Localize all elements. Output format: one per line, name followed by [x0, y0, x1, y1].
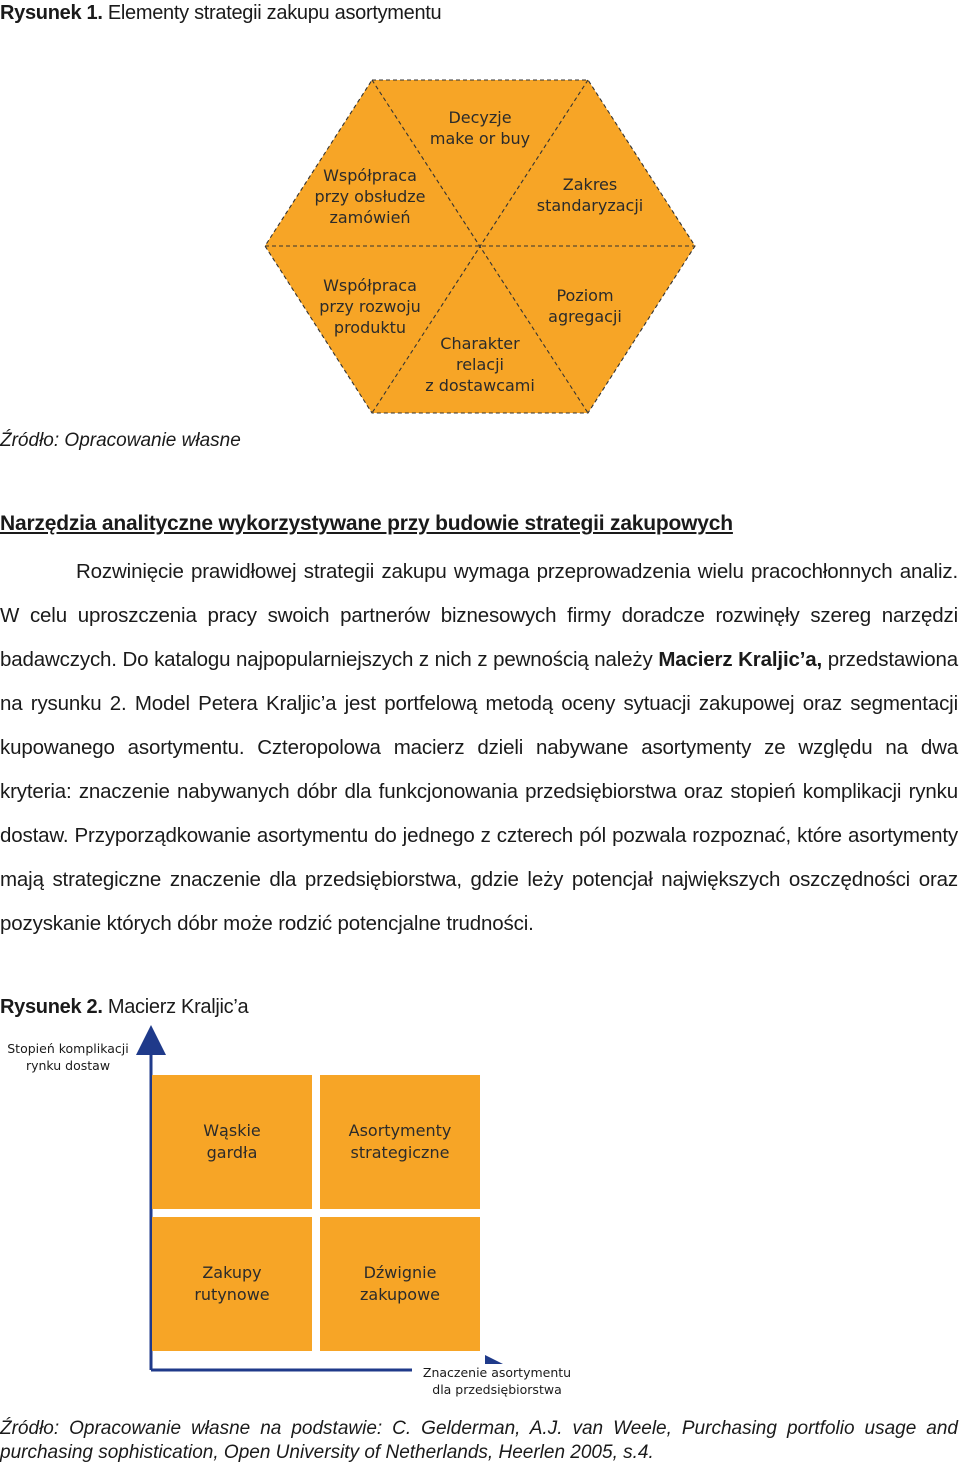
figure1-caption-text: Elementy strategii zakupu asortymentu	[102, 2, 442, 24]
figure1-caption-label: Rysunek 1.	[0, 2, 103, 24]
segment-line: produktu	[333, 318, 407, 337]
segment-line: z dostawcami	[425, 376, 535, 395]
paragraph-text-1: Rozwinięcie prawidłowej strategii zakupu wymaga przeprowadzenia wielu pracochłonnych analiz. W celu uproszczenia pracy swoich partnerów biznesowych firmy doradcze rozwinęły szereg narzędzi badawczych. Do katalogu najpopularniejszych z nich z pewnością należy	[0, 560, 958, 671]
quadrant-label-line: Zakupy	[202, 1263, 262, 1282]
quadrant-label-line: gardła	[206, 1143, 258, 1162]
x-axis-label	[412, 1364, 582, 1398]
quadrant-label-line: strategiczne	[350, 1143, 450, 1162]
y-axis-label-line: rynku dostaw	[25, 1058, 111, 1073]
y-axis-label	[0, 1040, 136, 1074]
figure2-source: Źródło: Opracowanie własne na podstawie: C. Gelderman, A.J. van Weele, Purchasing portfolio usage and purchasing sophistication, Open University of Netherlands, Heerlen 2005, s.4.	[0, 1418, 958, 1463]
quadrant-label-line: rutynowe	[194, 1285, 270, 1304]
segment-line: Zakres	[562, 175, 618, 194]
segment-line: Współpraca	[323, 276, 417, 295]
segment-line: agregacji	[548, 307, 622, 326]
x-axis-label-line: Znaczenie asortymentu	[422, 1365, 572, 1380]
segment-line: standaryzacji	[536, 196, 644, 215]
y-axis-label-line: Stopień komplikacji	[7, 1041, 129, 1056]
section-heading: Narzędzia analityczne wykorzystywane przy budowie strategii zakupowych	[0, 512, 733, 535]
paragraph-bold-term: Macierz Kraljic’a,	[658, 648, 823, 671]
quadrant-label-line: Asortymenty	[348, 1121, 452, 1140]
quadrant-leverage-items	[320, 1217, 480, 1351]
figure2-caption-label: Rysunek 2.	[0, 996, 103, 1018]
quadrant-label	[152, 1262, 312, 1306]
segment-line: Współpraca	[323, 166, 417, 185]
segment-line: przy obsłudze	[314, 187, 426, 206]
quadrant-routine-purchases	[152, 1217, 312, 1351]
quadrant-label	[320, 1120, 480, 1164]
segment-line: Charakter	[440, 334, 520, 353]
segment-line: relacji	[455, 355, 504, 374]
figure1-source: Źródło: Opracowanie własne	[0, 430, 241, 451]
segment-line: przy rozwoju	[319, 297, 421, 316]
quadrant-label	[320, 1262, 480, 1306]
segment-line: make or buy	[429, 129, 531, 148]
quadrant-bottlenecks	[152, 1075, 312, 1209]
quadrant-strategic-items	[320, 1075, 480, 1209]
x-axis-label-line: dla przedsiębiorstwa	[432, 1382, 562, 1397]
quadrant-label-line: Dźwignie	[363, 1263, 437, 1282]
figure2-caption-text: Macierz Kraljic’a	[102, 996, 249, 1018]
segment-line: zamówień	[329, 208, 411, 227]
quadrant-label-line: Wąskie	[203, 1121, 261, 1140]
quadrant-label-line: zakupowe	[360, 1285, 440, 1304]
paragraph-text-2: przedstawiona na rysunku 2. Model Petera Kraljic’a jest portfelową metodą oceny sytuacji zakupowej oraz segmentacji kupowanego asortymentu. Czteropolowa macierz dzieli nabywane asortymenty ze względu na dwa kryteria: znaczenie nabywanych dóbr dla funkcjonowania przedsiębiorstwa oraz stopień komplikacji rynku dostaw. Przyporządkowanie asortymentu do jednego z czterech pól pozwala rozpoznać, które asortymenty mają strategiczne znaczenie dla przedsiębiorstwa, gdzie leży potencjał największych oszczędności oraz pozyskanie których dóbr może rodzić potencjalne trudności.	[0, 648, 958, 935]
segment-line: Poziom	[556, 286, 614, 305]
quadrant-label	[152, 1120, 312, 1164]
segment-line: Decyzje	[448, 108, 512, 127]
